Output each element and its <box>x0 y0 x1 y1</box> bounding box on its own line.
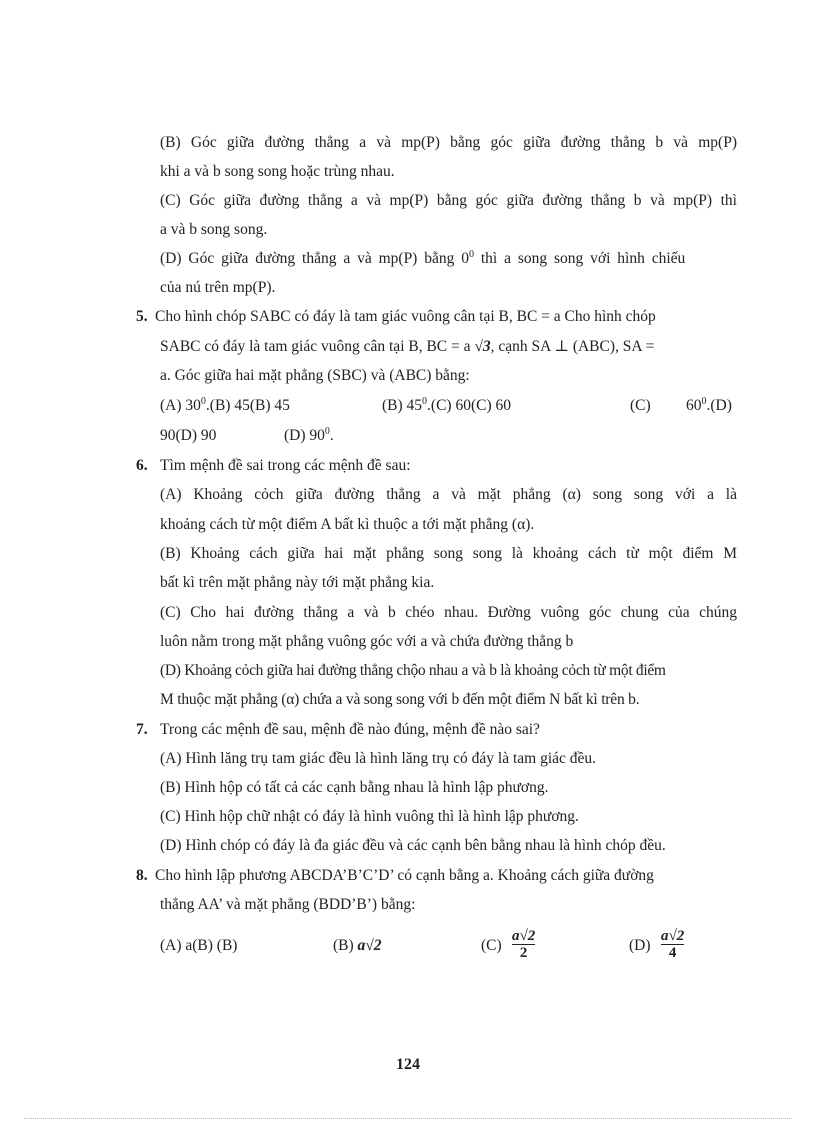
fraction-a-sqrt2-over-2: $\frac{a√2}{2}$ <box>512 928 536 961</box>
sqrt3-formula: √3 <box>474 338 491 355</box>
question-8-number: 8. <box>136 867 148 884</box>
q5-option-c: (C) <box>630 397 651 414</box>
q6-option-a-line1: (A) Khoảng cỏch giữa đường thẳng a và mặt phẳng (α) song song với a là <box>160 486 737 503</box>
q7-option-a: (A) Hình lăng trụ tam giác đều là hình lăng trụ có đáy là tam giác đều. <box>160 750 597 767</box>
option-b-q4-line2: khi a và b song song hoặc trùng nhau. <box>160 163 395 180</box>
q8-option-c-label: (C) <box>481 937 502 954</box>
option-c-q4-line2: a và b song song. <box>160 221 268 238</box>
question-5-line2 <box>160 337 737 357</box>
q6-option-d-line1: (D) Khoảng cỏch giữa hai đường thẳng chộo nhau a và b là khoảng cỏch từ một điểm <box>160 662 666 679</box>
degree-sup: 0 <box>468 248 474 260</box>
q6-option-b-line1: (B) Khoảng cách giữa hai mặt phẳng song song là khoảng cách từ một điểm M <box>160 545 737 562</box>
q8-option-d-label: (D) <box>629 937 651 954</box>
q5-option-d: (D) $90^0$. <box>284 425 334 444</box>
q5-option-c-value: $60^0.(D)$ <box>686 395 732 414</box>
q7-option-c: (C) Hình hộp chữ nhật có đáy là hình vuông thì là hình lập phương. <box>160 808 579 825</box>
q6-option-c-line1: (C) Cho hai đường thẳng a và b chéo nhau. Đường vuông góc chung của chúng <box>160 604 737 621</box>
q8-option-b: (B) a√2 <box>333 937 382 954</box>
question-5-text-end: , cạnh SA ⊥ (ABC), SA = <box>490 338 655 355</box>
question-6-number: 6. <box>136 457 148 474</box>
q5-option-a: (A) $30^0.(B)$ 45(B) 45 <box>160 395 290 414</box>
question-7-text: Trong các mệnh đề sau, mệnh đề nào đúng, mệnh đề nào sai? <box>160 721 540 738</box>
option-b-q4-line1: (B) Góc giữa đường thẳng a và mp(P) bằng góc giữa đường thẳng b và mp(P) <box>160 134 737 151</box>
question-5-line1: Cho hình chóp SABC có đáy là tam giác vuông cân tại B, BC = a Cho hình chóp <box>155 308 656 325</box>
page-number: 124 <box>396 1056 420 1073</box>
option-d-q4-text-end: thì a song song với hình chiếu <box>473 250 686 267</box>
q6-option-d-line2: M thuộc mặt phẳng (α) chứa a và song song với b đến một điểm N bất kì trên b. <box>160 691 640 708</box>
option-d-q4-line1 <box>160 249 737 269</box>
question-5-line3: a. Góc giữa hai mặt phẳng (SBC) và (ABC) bằng: <box>160 367 470 384</box>
option-d-q4-line2: của nú trên mp(P). <box>160 279 276 296</box>
option-c-q4-line1: (C) Góc giữa đường thẳng a và mp(P) bằng góc giữa đường thẳng b và mp(P) thì <box>160 192 737 209</box>
q6-option-a-line2: khoảng cách từ một điểm A bất kì thuộc a tới mặt phẳng (α). <box>160 516 535 533</box>
option-d-q4-text: (D) Góc giữa đường thẳng a và mp(P) bằng 0 <box>160 250 469 267</box>
question-5-text: SABC có đáy là tam giác vuông cân tại B, BC = a <box>160 338 475 355</box>
q5-option-d-fragment: 90(D) 90 <box>160 427 217 444</box>
q8-option-a: (A) a(B) (B) <box>160 937 238 954</box>
fraction-a-sqrt2-over-4: $\frac{a√2}{4}$ <box>661 928 685 961</box>
a-sqrt2-formula: a√2 <box>357 937 382 954</box>
question-8-line1: Cho hình lập phương ABCDA’B’C’D’ có cạnh bằng a. Khoảng cách giữa đường <box>155 867 654 884</box>
question-5-number: 5. <box>136 308 148 325</box>
question-6-text: Tìm mệnh đề sai trong các mệnh đề sau: <box>160 457 411 474</box>
q7-option-d: (D) Hình chóp có đáy là đa giác đều và các cạnh bên bằng nhau là hình chóp đều. <box>160 837 666 854</box>
question-8-line2: thẳng AA’ và mặt phẳng (BDD’B’) bằng: <box>160 896 416 913</box>
footer-divider <box>24 1118 792 1119</box>
q7-option-b: (B) Hình hộp có tất cả các cạnh bằng nhau là hình lập phương. <box>160 779 549 796</box>
q6-option-c-line2: luôn nằm trong mặt phẳng vuông góc với a và chứa đường thẳng b <box>160 633 574 650</box>
question-7-number: 7. <box>136 721 148 738</box>
q5-option-b: (B) $45^0.(C)$ 60(C) 60 <box>382 395 511 414</box>
q6-option-b-line2: bất kì trên mặt phẳng này tới mặt phẳng kia. <box>160 574 435 591</box>
